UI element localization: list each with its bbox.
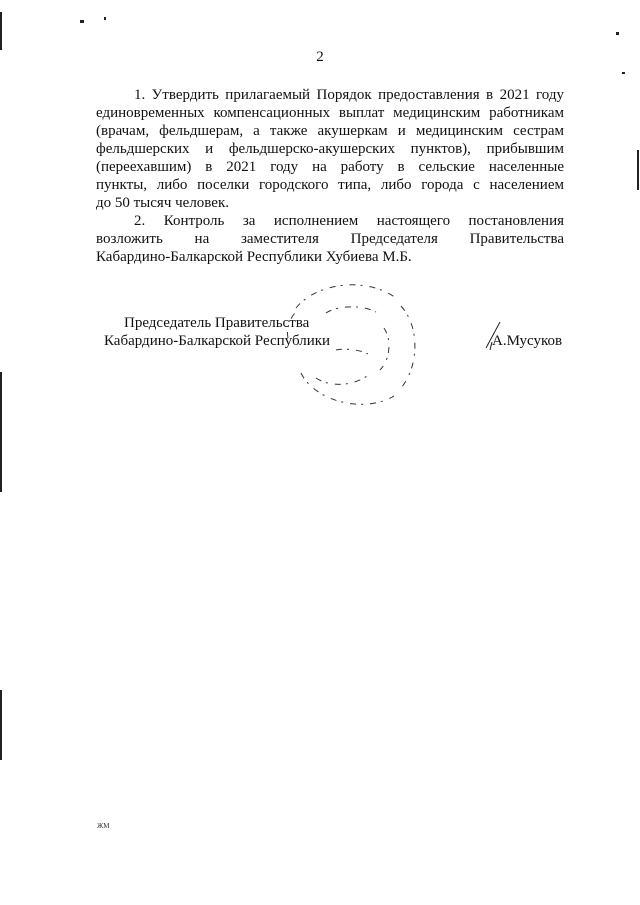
paragraph-line: 2. Контроль за исполнением настоящего постановления — [134, 213, 564, 229]
paragraph-2 — [96, 212, 564, 266]
scan-speck — [104, 17, 106, 20]
paragraph-line: Кабардино-Балкарской Республики Хубиева М.Б. — [96, 249, 412, 265]
signatory-title-line: Председатель Правительства — [124, 315, 310, 331]
paragraph-line: единовременных компенсационных выплат медицинским работникам — [96, 105, 564, 121]
footer-mark: ЖМ — [97, 822, 110, 830]
paragraph-line: пункты, либо поселки городского типа, либо города с населением — [96, 177, 564, 193]
signatory-position — [104, 314, 344, 350]
paragraph-line: (переехавшим) в 2021 году на работу в сельские населенные — [96, 159, 564, 175]
signatory-name: А.Мусуков — [492, 333, 563, 349]
scan-edge-mark-left-top — [0, 12, 2, 50]
paragraph-line: (врачам, фельдшерам, а также акушеркам и медицинским сестрам — [96, 123, 564, 139]
signatory-title-line: Кабардино-Балкарской Республики — [104, 333, 331, 349]
scan-edge-mark-right — [637, 150, 639, 190]
paragraph-1 — [96, 86, 564, 212]
paragraph-line: фельдшерских и фельдшерско-акушерских пунктов), прибывшим — [96, 141, 564, 157]
paragraph-line: до 50 тысяч человек. — [96, 195, 229, 211]
paragraph-line: 1. Утвердить прилагаемый Порядок предоставления в 2021 году — [134, 87, 564, 103]
document-body — [96, 86, 564, 266]
paragraph-line: возложить на заместителя Председателя Правительства — [96, 231, 564, 247]
scan-speck — [80, 20, 84, 23]
page-number: 2 — [316, 49, 324, 65]
scan-edge-mark-left-mid — [0, 372, 2, 492]
scan-speck — [622, 72, 625, 74]
scan-speck — [616, 32, 619, 35]
scan-edge-mark-left-low — [0, 690, 2, 760]
